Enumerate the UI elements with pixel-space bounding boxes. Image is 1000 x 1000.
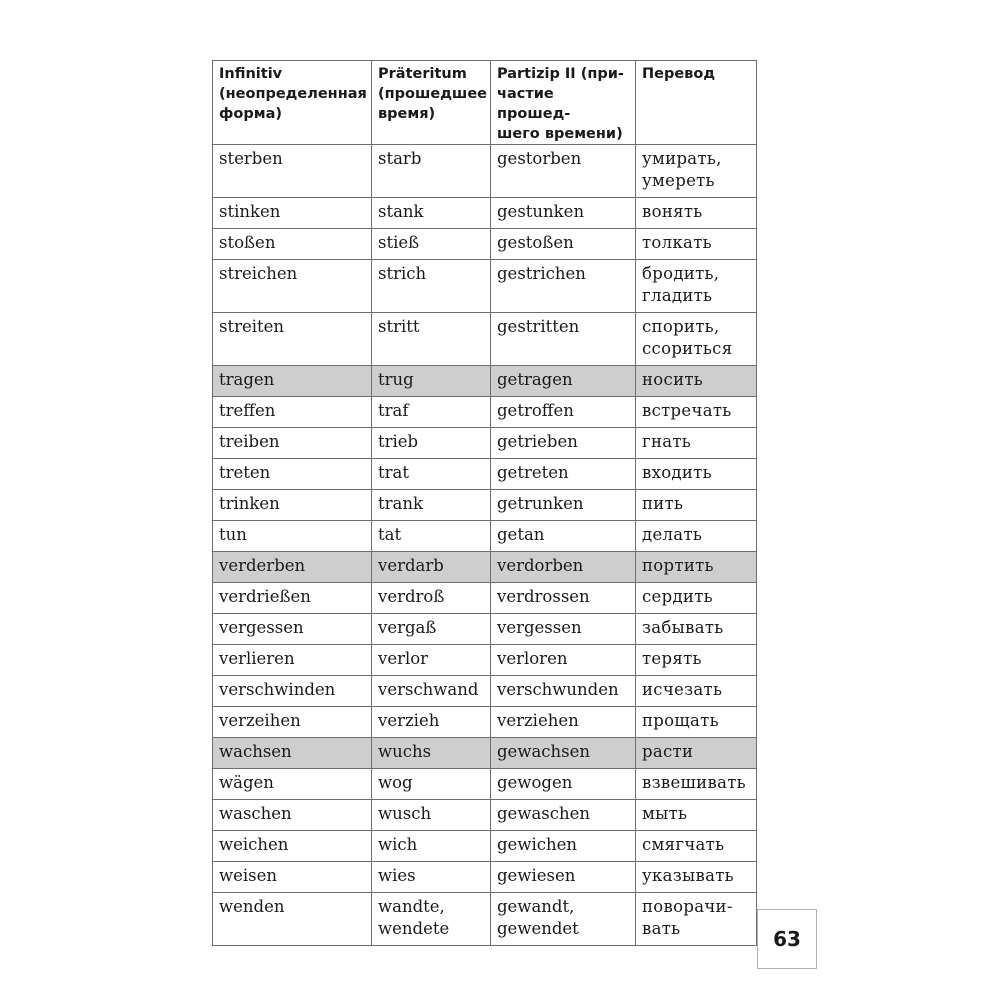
partizip-cell: gestunken: [491, 198, 636, 229]
translation-cell: прощать: [636, 707, 757, 738]
prateritum-cell: stieß: [372, 229, 491, 260]
table-row: [213, 676, 757, 707]
infinitiv-cell: wachsen: [213, 738, 372, 769]
partizip-cell: gewogen: [491, 769, 636, 800]
prateritum-cell: trat: [372, 459, 491, 490]
partizip-cell: gewachsen: [491, 738, 636, 769]
translation-cell: мыть: [636, 800, 757, 831]
infinitiv-cell: waschen: [213, 800, 372, 831]
infinitiv-cell: treffen: [213, 397, 372, 428]
translation-cell: взвешивать: [636, 769, 757, 800]
partizip-cell: verloren: [491, 645, 636, 676]
infinitiv-cell: verlieren: [213, 645, 372, 676]
prateritum-cell: verdarb: [372, 552, 491, 583]
prateritum-cell: verdroß: [372, 583, 491, 614]
translation-cell: терять: [636, 645, 757, 676]
infinitiv-cell: treiben: [213, 428, 372, 459]
partizip-cell: gestritten: [491, 313, 636, 366]
table-body: [213, 145, 757, 946]
translation-cell: спорить, ссориться: [636, 313, 757, 366]
table-row: [213, 397, 757, 428]
header-translation: Перевод: [636, 61, 757, 145]
prateritum-cell: stritt: [372, 313, 491, 366]
prateritum-cell: wies: [372, 862, 491, 893]
translation-cell: сердить: [636, 583, 757, 614]
infinitiv-cell: weisen: [213, 862, 372, 893]
table-row: [213, 738, 757, 769]
infinitiv-cell: stoßen: [213, 229, 372, 260]
prateritum-cell: strich: [372, 260, 491, 313]
prateritum-cell: verlor: [372, 645, 491, 676]
translation-cell: поворачи- вать: [636, 893, 757, 946]
table-row: [213, 583, 757, 614]
table-row: [213, 145, 757, 198]
table-row: [213, 198, 757, 229]
translation-cell: встречать: [636, 397, 757, 428]
prateritum-cell: wusch: [372, 800, 491, 831]
translation-cell: указывать: [636, 862, 757, 893]
partizip-cell: gestrichen: [491, 260, 636, 313]
prateritum-cell: starb: [372, 145, 491, 198]
table-row: [213, 614, 757, 645]
infinitiv-cell: verzeihen: [213, 707, 372, 738]
translation-cell: делать: [636, 521, 757, 552]
partizip-cell: getrieben: [491, 428, 636, 459]
table-row: [213, 893, 757, 946]
infinitiv-cell: verderben: [213, 552, 372, 583]
header-prateritum: Präteritum (прошедшее время): [372, 61, 491, 145]
infinitiv-cell: wägen: [213, 769, 372, 800]
infinitiv-cell: vergessen: [213, 614, 372, 645]
translation-cell: толкать: [636, 229, 757, 260]
partizip-cell: gestoßen: [491, 229, 636, 260]
prateritum-cell: trug: [372, 366, 491, 397]
table-row: [213, 490, 757, 521]
prateritum-cell: wandte, wendete: [372, 893, 491, 946]
prateritum-cell: wich: [372, 831, 491, 862]
partizip-cell: getroffen: [491, 397, 636, 428]
table-row: [213, 552, 757, 583]
translation-cell: носить: [636, 366, 757, 397]
table-row: [213, 831, 757, 862]
table-row: [213, 459, 757, 490]
partizip-cell: verdrossen: [491, 583, 636, 614]
partizip-cell: gewichen: [491, 831, 636, 862]
prateritum-cell: stank: [372, 198, 491, 229]
table-row: [213, 800, 757, 831]
partizip-cell: verschwunden: [491, 676, 636, 707]
table-row: [213, 313, 757, 366]
prateritum-cell: traf: [372, 397, 491, 428]
translation-cell: вонять: [636, 198, 757, 229]
partizip-cell: gewiesen: [491, 862, 636, 893]
partizip-cell: getragen: [491, 366, 636, 397]
partizip-cell: getan: [491, 521, 636, 552]
table-row: [213, 428, 757, 459]
infinitiv-cell: sterben: [213, 145, 372, 198]
infinitiv-cell: weichen: [213, 831, 372, 862]
table-row: [213, 521, 757, 552]
table-row: [213, 707, 757, 738]
infinitiv-cell: stinken: [213, 198, 372, 229]
prateritum-cell: trank: [372, 490, 491, 521]
partizip-cell: verdorben: [491, 552, 636, 583]
header-infinitiv: Infinitiv (неопределенная форма): [213, 61, 372, 145]
prateritum-cell: wuchs: [372, 738, 491, 769]
infinitiv-cell: verschwinden: [213, 676, 372, 707]
infinitiv-cell: streiten: [213, 313, 372, 366]
prateritum-cell: wog: [372, 769, 491, 800]
partizip-cell: gewaschen: [491, 800, 636, 831]
partizip-cell: getrunken: [491, 490, 636, 521]
infinitiv-cell: wenden: [213, 893, 372, 946]
infinitiv-cell: verdrießen: [213, 583, 372, 614]
prateritum-cell: verschwand: [372, 676, 491, 707]
table-row: [213, 645, 757, 676]
translation-cell: умирать, умереть: [636, 145, 757, 198]
translation-cell: исчезать: [636, 676, 757, 707]
verb-table: [212, 60, 757, 946]
infinitiv-cell: trinken: [213, 490, 372, 521]
table-row: [213, 260, 757, 313]
translation-cell: пить: [636, 490, 757, 521]
prateritum-cell: vergaß: [372, 614, 491, 645]
prateritum-cell: trieb: [372, 428, 491, 459]
translation-cell: бродить, гладить: [636, 260, 757, 313]
translation-cell: смягчать: [636, 831, 757, 862]
translation-cell: входить: [636, 459, 757, 490]
prateritum-cell: tat: [372, 521, 491, 552]
partizip-cell: vergessen: [491, 614, 636, 645]
translation-cell: расти: [636, 738, 757, 769]
header-partizip: Partizip II (при- частие прошед- шего времени): [491, 61, 636, 145]
translation-cell: забывать: [636, 614, 757, 645]
table-row: [213, 229, 757, 260]
table-row: [213, 769, 757, 800]
table-row: [213, 862, 757, 893]
partizip-cell: verziehen: [491, 707, 636, 738]
infinitiv-cell: treten: [213, 459, 372, 490]
prateritum-cell: verzieh: [372, 707, 491, 738]
infinitiv-cell: tragen: [213, 366, 372, 397]
partizip-cell: gestorben: [491, 145, 636, 198]
table-row: [213, 366, 757, 397]
translation-cell: гнать: [636, 428, 757, 459]
translation-cell: портить: [636, 552, 757, 583]
table-header-row: [213, 61, 757, 145]
page-number: 63: [757, 909, 817, 969]
partizip-cell: gewandt, gewendet: [491, 893, 636, 946]
partizip-cell: getreten: [491, 459, 636, 490]
infinitiv-cell: tun: [213, 521, 372, 552]
infinitiv-cell: streichen: [213, 260, 372, 313]
